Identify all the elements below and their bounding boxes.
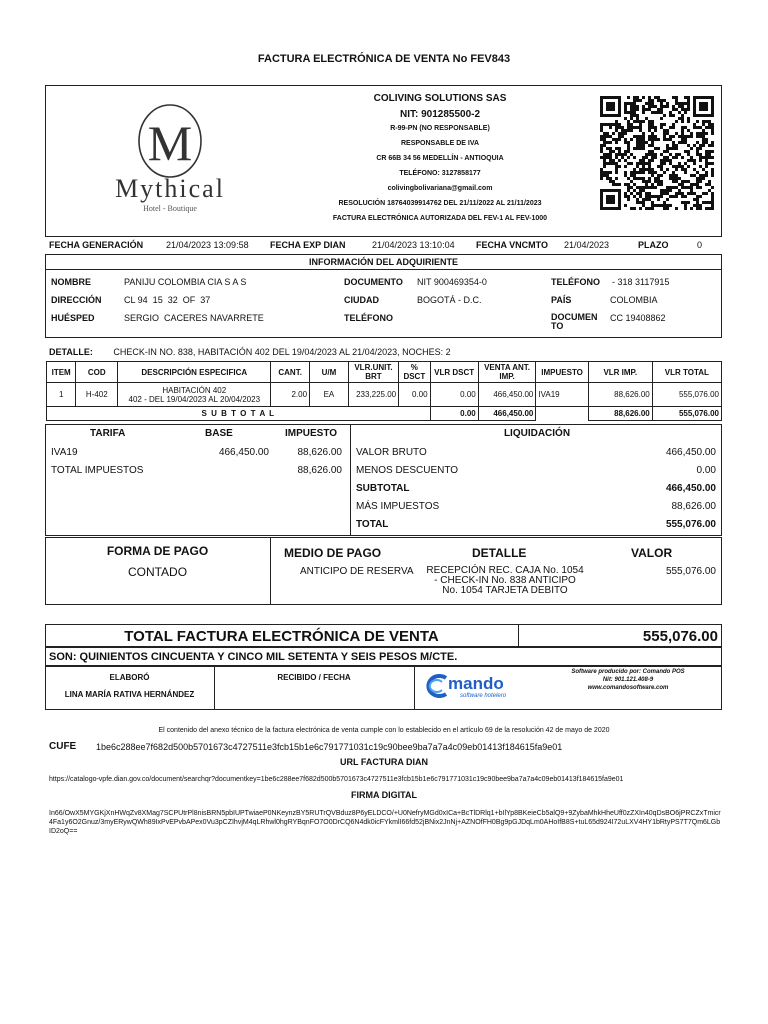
col-header: % DSCT <box>399 362 430 383</box>
issuer-email: colivingbolivariana@gmail.com <box>387 185 493 192</box>
table-cell: 0.00 <box>430 383 478 407</box>
items-table <box>46 361 722 421</box>
url-value[interactable]: https://catalogo-vpfe.dian.gov.co/document/searchqr?documentkey=1be6c288ee7f682d500b5701673c4727511e3fcb15b1e6c791771031c19c90bee9ba7a7a4c09eb01413f184615fa9e01 <box>49 776 624 783</box>
software-info <box>540 668 716 692</box>
total-value: 555,076.00 <box>642 628 718 645</box>
iva-base: 466,450.00 <box>218 447 269 458</box>
col-header: ITEM <box>47 362 76 383</box>
fecha-generacion-label: FECHA GENERACIÓN <box>49 240 144 250</box>
telefono-value: - 318 3117915 <box>612 277 670 287</box>
forma-pago-label: FORMA DE PAGO <box>106 544 209 558</box>
documento-value: NIT 900469354-0 <box>417 277 487 287</box>
elaboro-name: LINA MARÍA RATIVA HERNÁNDEZ <box>64 690 195 699</box>
documento2-label: DOCUMEN TO <box>551 312 598 331</box>
fecha-exp-label: FECHA EXP DIAN <box>270 240 346 250</box>
software-line: www.comandosoftware.com <box>587 685 669 691</box>
table-cell: 555,076.00 <box>652 383 721 407</box>
liq-value: 0.00 <box>696 465 716 476</box>
pais-value: COLOMBIA <box>610 295 658 305</box>
huesped-value: SERGIO CACERES NAVARRETE <box>124 313 264 323</box>
software-line: Software producido por: Comando POS <box>571 669 685 675</box>
col-header: VLR IMP. <box>588 362 652 383</box>
liq-label: VALOR BRUTO <box>356 447 427 458</box>
fecha-generacion-value: 21/04/2023 13:09:58 <box>166 240 249 250</box>
liquidacion-title: LIQUIDACIÓN <box>503 428 571 439</box>
documento2-value: CC 19408862 <box>610 313 666 323</box>
software-line: Nit: 901.121.408-9 <box>602 677 654 683</box>
liq-value: 466,450.00 <box>665 483 716 494</box>
liq-label: TOTAL <box>356 519 389 530</box>
direccion-value: CL 94 15 32 OF 37 <box>124 295 211 305</box>
dates-row <box>49 240 729 252</box>
detalle-pago-line: No. 1054 TARJETA DEBITO <box>442 585 568 596</box>
telefono-label: TELÉFONO <box>551 277 600 287</box>
col-header: VLR.UNIT. BRT <box>348 362 398 383</box>
recibido-label: RECIBIDO / FECHA <box>277 673 351 682</box>
subtotal-venta: 466,450.00 <box>478 407 536 421</box>
comando-logo <box>422 670 526 704</box>
nombre-value: PANIJU COLOMBIA CIA S A S <box>124 277 247 287</box>
detalle-pago-line: - CHECK-IN No. 838 ANTICIPO <box>434 575 576 586</box>
iva-name: IVA19 <box>51 447 78 458</box>
col-header: COD <box>76 362 118 383</box>
comando-brand: mando <box>448 674 504 693</box>
taxes-section <box>45 428 350 528</box>
buyer-info <box>51 277 721 337</box>
total-impuestos-value: 88,626.00 <box>297 465 342 476</box>
issuer-nit: NIT: 901285500-2 <box>399 109 481 120</box>
company-logo <box>90 92 250 227</box>
ciudad-label: CIUDAD <box>344 295 379 305</box>
total-impuestos-label: TOTAL IMPUESTOS <box>51 465 144 476</box>
table-cell: H-402 <box>76 383 118 407</box>
tarifa-label: TARIFA <box>90 428 126 439</box>
table-cell: EA <box>310 383 349 407</box>
telefono2-label: TELÉFONO <box>344 313 393 323</box>
detalle-row <box>49 347 729 357</box>
table-row <box>47 383 722 407</box>
table-cell: IVA19 <box>536 383 588 407</box>
liq-value: 88,626.00 <box>671 501 716 512</box>
logo-brand: Mythical <box>115 174 225 203</box>
issuer-address: CR 66B 34 56 MEDELLÍN - ANTIOQUIA <box>376 155 504 162</box>
table-cell: 2.00 <box>271 383 310 407</box>
url-label: URL FACTURA DIAN <box>340 757 428 767</box>
cufe-value: 1be6c288ee7f682d500b5701673c4727511e3fcb15b1e6c791771031c19c90bee9ba7a7a4c09eb01413f184615fa9e01 <box>96 742 563 752</box>
issuer-block <box>290 93 590 230</box>
issuer-iva: RESPONSABLE DE IVA <box>400 140 480 147</box>
liq-label: MÁS IMPUESTOS <box>356 501 440 512</box>
firma-label: FIRMA DIGITAL <box>351 790 417 800</box>
liquidacion-section <box>356 428 718 534</box>
issuer-authorization: FACTURA ELECTRÓNICA AUTORIZADA DEL FEV-1 AL FEV-1000 <box>332 215 548 222</box>
logo-tagline: Hotel - Boutique <box>143 204 197 213</box>
col-header: VLR DSCT <box>430 362 478 383</box>
huesped-label: HUÉSPED <box>51 313 95 323</box>
col-header: DESCRIPCIÓN ESPECIFICA <box>118 362 271 383</box>
pais-label: PAÍS <box>551 295 572 305</box>
issuer-regime: R-99-PN (NO RESPONSABLE) <box>390 125 490 132</box>
detalle-pago-value <box>420 566 590 596</box>
table-cell: 1 <box>47 383 76 407</box>
base-label: BASE <box>205 428 233 439</box>
subtotal-imp: 88,626.00 <box>588 407 652 421</box>
forma-pago-value: CONTADO <box>127 565 188 579</box>
detalle-text: CHECK-IN NO. 838, HABITACIÓN 402 DEL 19/04/2023 AL 21/04/2023, NOCHES: 2 <box>113 347 451 357</box>
ciudad-value: BOGOTÁ - D.C. <box>417 295 482 305</box>
subtotal-label: S U B T O T A L <box>47 407 431 421</box>
documento-label: DOCUMENTO <box>344 277 403 287</box>
buyer-section-title: INFORMACIÓN DEL ADQUIRIENTE <box>308 257 458 267</box>
firma-value: In66/OwX5MYGKjXnHWqZv8XMag7SCPUtrPl8nisBRN5pbIUPTwiaeP0NKeynzBY5RUTrQVBduz8P6yELDCO/+U0NefryMGd0xICa+BcTlDRlq1+bIlYp8BKeieCb5alQ9+9ZybaMhkHheUff0zZXIn40qDsBO6jPRCZxTmicr4Fa1y6O2Gnuz/3myERywQWh89IxPvEPvbAPex0Vu3pCZIhvjM4qLRhwl0hgRYBqnFO7O0DrCQ6N4dk0icFYkmlI66fd52jBNix2JnNj+AZNOfFH0Bg9pGJDqLm0AHoIfB8S+tuL65d924I72uLXV4HY1bRtyPS7T7Qm6LGbID2oQ== <box>49 810 721 835</box>
table-cell: 233,225.00 <box>348 383 398 407</box>
liq-value: 466,450.00 <box>665 447 716 458</box>
impuesto-label: IMPUESTO <box>285 428 338 439</box>
direccion-label: DIRECCIÓN <box>51 295 102 305</box>
total-label: TOTAL FACTURA ELECTRÓNICA DE VENTA <box>124 628 439 645</box>
table-cell: 0.00 <box>399 383 430 407</box>
table-cell: 466,450.00 <box>478 383 536 407</box>
valor-label: VALOR <box>631 546 673 560</box>
issuer-resolution: RESOLUCIÓN 18764039914762 DEL 21/11/2022 AL 21/11/2023 <box>338 200 542 207</box>
detalle-pago-label: DETALLE <box>472 546 527 560</box>
annex-note: El contenido del anexo técnico de la factura electrónica de venta cumple con lo establecido en el artículo 69 de la resolución 42 de mayo de 2020 <box>158 727 610 734</box>
col-header: IMPUESTO <box>536 362 588 383</box>
document-title: FACTURA ELECTRÓNICA DE VENTA No FEV843 <box>257 53 511 65</box>
nombre-label: NOMBRE <box>51 277 91 287</box>
liq-value: 555,076.00 <box>665 519 716 530</box>
amount-in-words: SON: QUINIENTOS CINCUENTA Y CINCO MIL SETENTA Y SEIS PESOS M/CTE. <box>49 651 458 663</box>
iva-imp: 88,626.00 <box>297 447 342 458</box>
plazo-label: PLAZO <box>638 240 669 250</box>
elaboro-label: ELABORÓ <box>109 673 150 682</box>
issuer-name: COLIVING SOLUTIONS SAS <box>373 93 507 104</box>
subtotal-dsct: 0.00 <box>430 407 478 421</box>
fecha-exp-value: 21/04/2023 13:10:04 <box>372 240 455 250</box>
subtotal-row <box>47 407 722 421</box>
detalle-pago-line: RECEPCIÓN REC. CAJA No. 1054 <box>426 565 584 576</box>
liq-label: SUBTOTAL <box>356 483 410 494</box>
valor-value: 555,076.00 <box>665 566 716 577</box>
subtotal-total: 555,076.00 <box>652 407 721 421</box>
fecha-vncmto-label: FECHA VNCMTO <box>476 240 548 250</box>
comando-sub: software hotelero <box>460 693 507 699</box>
col-header: U/M <box>310 362 349 383</box>
subtotal-gap <box>536 407 588 421</box>
col-header: VLR TOTAL <box>652 362 721 383</box>
table-header-row <box>47 362 722 383</box>
medio-pago-value: ANTICIPO DE RESERVA <box>300 566 414 577</box>
medio-pago-label: MEDIO DE PAGO <box>284 546 382 560</box>
fecha-vncmto-value: 21/04/2023 <box>564 240 610 250</box>
detalle-label: DETALLE: <box>49 347 93 357</box>
qr-code[interactable] <box>600 96 714 215</box>
liq-label: MENOS DESCUENTO <box>356 465 459 476</box>
logo-monogram: M <box>147 115 193 171</box>
cufe-label: CUFE <box>49 741 77 752</box>
issuer-phone: TELÉFONO: 3127858177 <box>399 170 481 177</box>
col-header: VENTA ANT. IMP. <box>478 362 536 383</box>
col-header: CANT. <box>271 362 310 383</box>
table-cell: HABITACIÓN 402 402 - DEL 19/04/2023 AL 20/04/2023 <box>118 383 271 407</box>
table-cell: 88,626.00 <box>588 383 652 407</box>
plazo-value: 0 <box>697 240 703 250</box>
